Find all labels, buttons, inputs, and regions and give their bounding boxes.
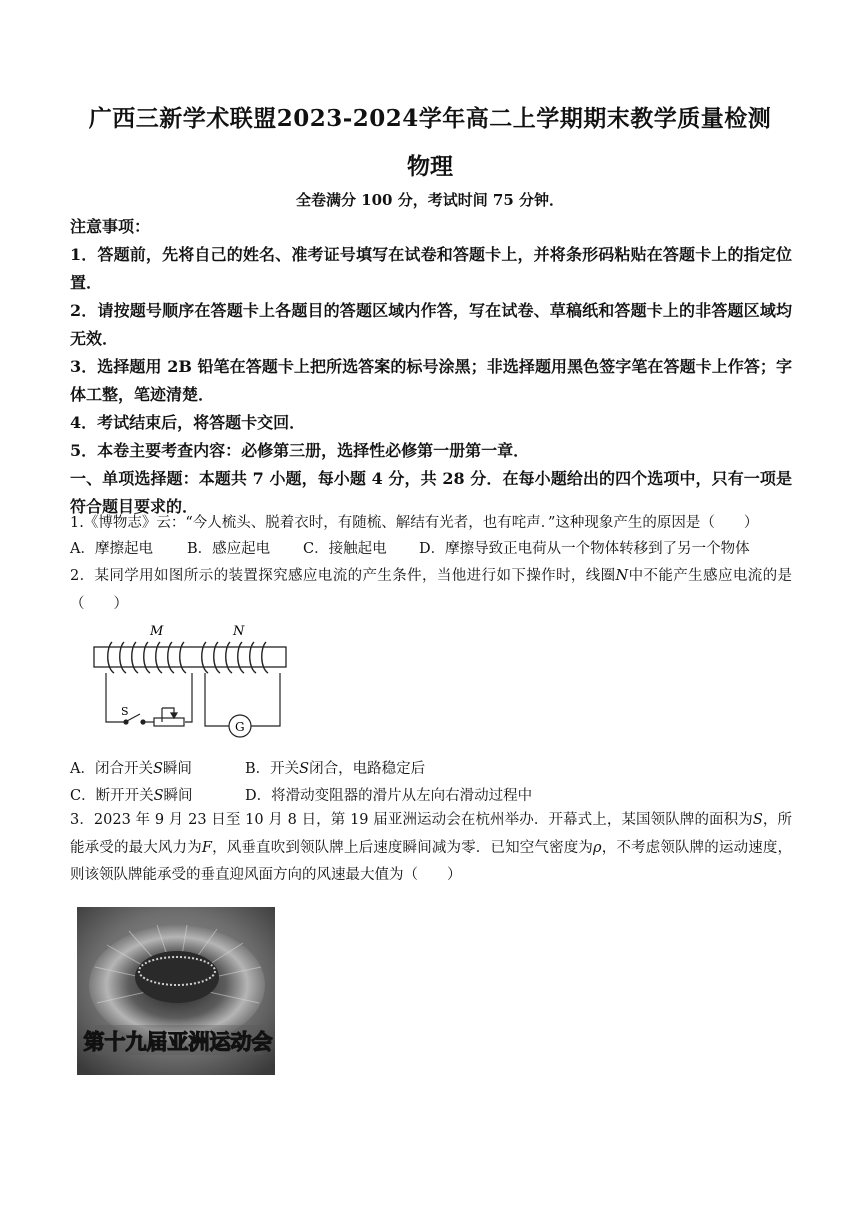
- exam-title: 广西三新学术联盟2023-2024学年高二上学期期末教学质量检测: [88, 105, 772, 132]
- q2-option-b: B．开关S闭合，电路稳定后: [245, 761, 426, 777]
- asian-games-emblem-photo: [77, 907, 275, 1075]
- score-time-line: 全卷满分 100 分，考试时间 75 分钟．: [295, 191, 565, 209]
- coil-n-label: N: [233, 624, 245, 639]
- iron-core: [94, 647, 286, 667]
- note-item: 2．请按题号顺序在答题卡上各题目的答题区域内作答，写在试卷、草稿纸和答题卡上的非答题区域均无效．: [70, 301, 792, 348]
- q2-var-n: N: [615, 568, 629, 584]
- note-item: 5．本卷主要考查内容：必修第三册，选择性必修第一册第一章．: [70, 441, 530, 460]
- galvanometer-label: G: [235, 720, 245, 734]
- q2-option-d: D．将滑动变阻器的滑片从左向右滑动过程中: [245, 788, 533, 804]
- q1-option-a: A．摩擦起电: [70, 541, 153, 557]
- left-circuit: [106, 673, 192, 726]
- q1-option-d: D．摩擦导致正电荷从一个物体转移到了另一个物体: [419, 541, 750, 557]
- emblem-caption: 第十九届亚洲运动会: [83, 1030, 273, 1054]
- q1-option-c: C．接触起电: [303, 541, 387, 557]
- q1-stem: 1.《博物志》云：“今人梳头、脱着衣时，有随梳、解结有光者，也有咤声．”这种现象产生的原因是（ ）: [70, 515, 759, 531]
- q2-stem-part1: 2．某同学用如图所示的装置探究感应电流的产生条件，当他进行如下操作时，线圈: [70, 568, 616, 584]
- note-item: 1．答题前，先将自己的姓名、准考证号填写在试卷和答题卡上，并将条形码粘贴在答题卡上的指定位置．: [70, 245, 792, 292]
- q2-circuit-figure: [88, 618, 298, 746]
- exam-subject: 物理: [407, 153, 453, 180]
- notes-heading: 注意事项：: [70, 217, 151, 236]
- q3-var-rho: ρ: [593, 839, 602, 856]
- q1-option-b: B．感应起电: [187, 541, 271, 557]
- section-heading: 一、单项选择题：本题共 7 小题，每小题 4 分，共 28 分．在每小题给出的四个选项中，只有一项是符合题目要求的．: [70, 469, 792, 516]
- q2-stem: [70, 563, 792, 618]
- q2-option-c: C．断开开关S瞬间: [70, 788, 193, 804]
- q1-options: [70, 537, 792, 563]
- q2-option-a: A．闭合开关S瞬间: [70, 761, 192, 777]
- note-item: 3．选择题用 2B 铅笔在答题卡上把所选答案的标号涂黑；非选择题用黑色签字笔在答题卡上作答；字体工整，笔迹清楚．: [70, 357, 792, 404]
- coil-m-label: M: [150, 624, 164, 639]
- q2-stem-part2: 中不能产生感应电流的是（ ）: [70, 568, 792, 612]
- note-item: 4．考试结束后，将答题卡交回．: [70, 413, 306, 432]
- q3-var-s: S: [752, 812, 763, 828]
- switch-s-label: S: [121, 705, 129, 718]
- q3-stem: 3．2023 年 9 月 23 日至 10 月 8 日，第 19 届亚洲运动会在杭州举办．开幕式上，某国领队牌的面积为S，所能承受的最大风力为F，风垂直吹到领队牌上后速度瞬间减为零．已知空气密度为ρ，不考虑领队牌的运动速度，则该领队牌能承受的垂直迎风面方向的风速最大值为（ ）: [70, 812, 793, 883]
- q3-var-f: F: [201, 839, 212, 856]
